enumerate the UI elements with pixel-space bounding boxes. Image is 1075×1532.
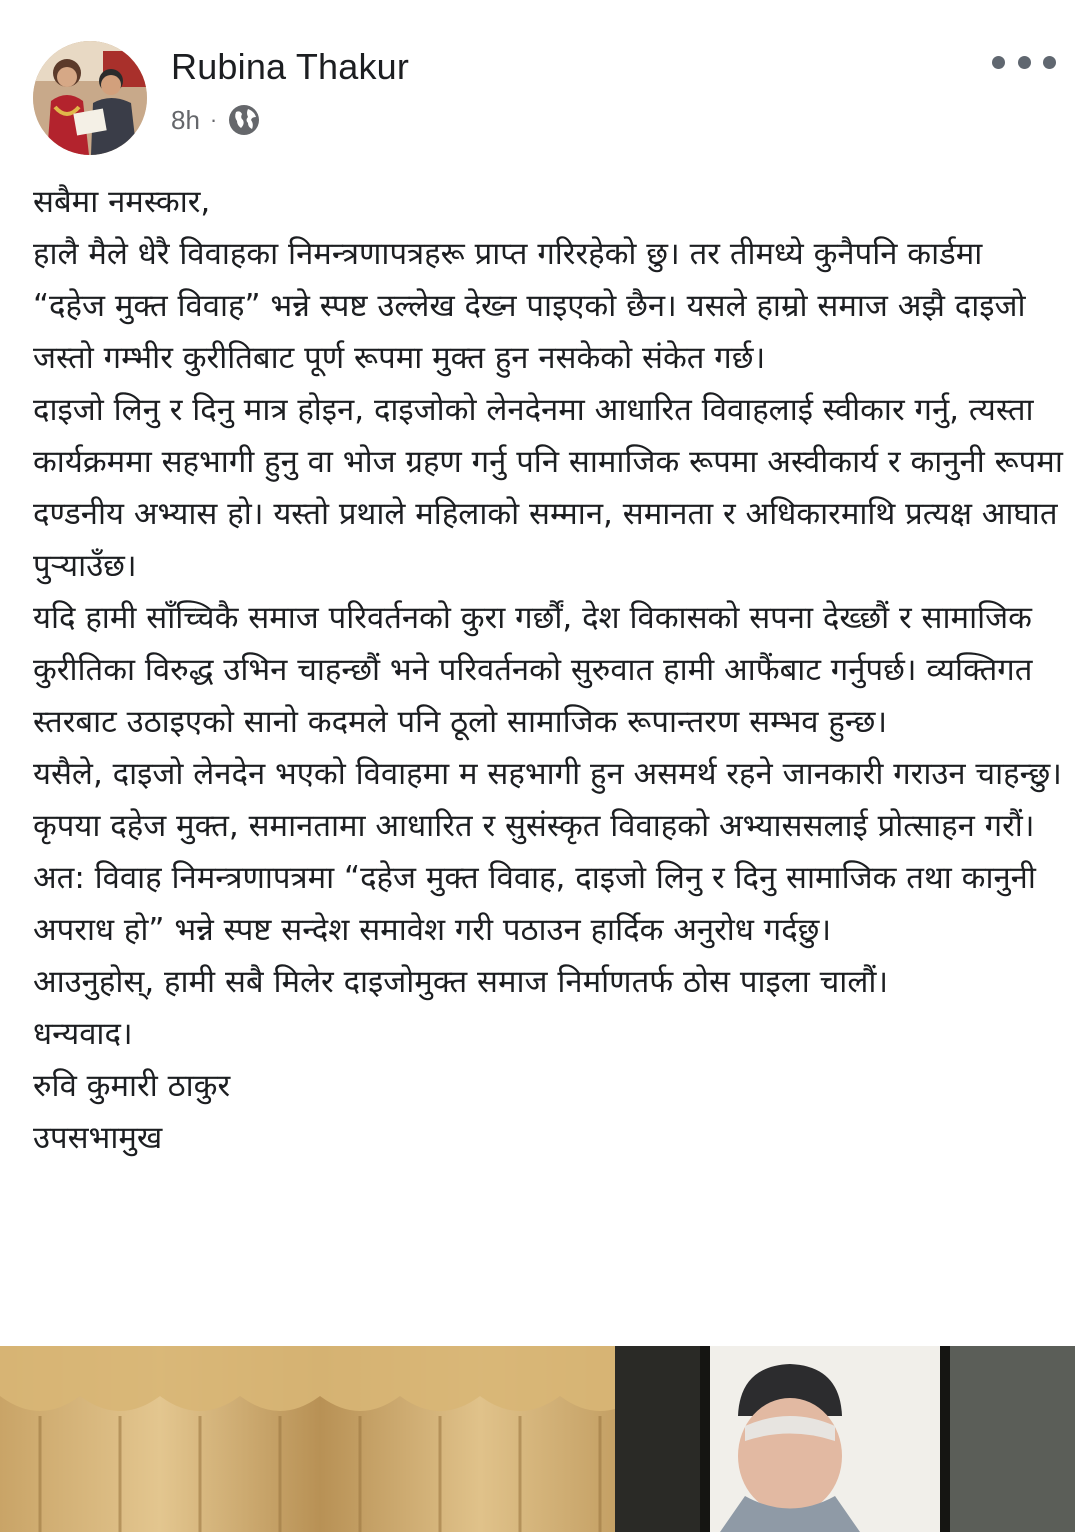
post-signature-title: उपसभामुख [33,1120,163,1156]
post-paragraph: सबैमा नमस्कार, [33,184,211,220]
post-paragraph: अत: विवाह निमन्त्रणापत्रमा “दहेज मुक्त विवाह, दाइजो लिनु र दिनु सामाजिक तथा कानुनी अपराध हो” भन्ने स्पष्ट सन्देश समावेश गरी पठाउन हार्दिक अनुरोध गर्दछु। [33,860,1036,948]
post-timestamp[interactable]: 8h [171,104,200,135]
author-avatar[interactable] [33,41,147,155]
post-paragraph: हालै मैले धेरै विवाहका निमन्त्रणापत्रहरू प्राप्त गरिरहेको छु। तर तीमध्ये कुनैपनि कार्डमा “दहेज मुक्त विवाह” भन्ने स्पष्ट उल्लेख देख्न पाइएको छैन। यसले हाम्रो समाज अझै दाइजो जस्तो गम्भीर कुरीतिबाट पूर्ण रूपमा मुक्त हुन नसकेको संकेत गर्छ। [33,236,1026,376]
meta-separator: · [209,107,218,132]
more-dot [992,56,1005,69]
post-signature-name: रुवि कुमारी ठाकुर [33,1068,231,1104]
author-name[interactable]: Rubina Thakur [171,46,410,87]
post-paragraph: यसैले, दाइजो लेनदेन भएको विवाहमा म सहभागी हुन असमर्थ रहने जानकारी गराउन चाहन्छु। कृपया दहेज मुक्त, समानतामा आधारित र सुसंस्कृत विवाहको अभ्याससलाई प्रोत्साहन गरौं। [33,756,1062,844]
post-text [33,176,1063,1164]
post-paragraph: धन्यवाद। [33,1016,133,1052]
more-dot [1018,56,1031,69]
post-paragraph: आउनुहोस्, हामी सबै मिलेर दाइजोमुक्त समाज निर्माणतर्फ ठोस पाइला चालौं। [33,964,889,1000]
post-paragraph: दाइजो लिनु र दिनु मात्र होइन, दाइजोको लेनदेनमा आधारित विवाहलाई स्वीकार गर्नु, त्यस्ता कार्यक्रममा सहभागी हुनु वा भोज ग्रहण गर्नु पनि सामाजिक रूपमा अस्वीकार्य र कानुनी रूपमा दण्डनीय अभ्यास हो। यस्तो प्रथाले महिलाको सम्मान, समानता र अधिकारमाथि प्रत्यक्ष आघात पुर्‍याउँछ। [33,392,1063,584]
post-paragraph: यदि हामी साँच्चिकै समाज परिवर्तनको कुरा गर्छौं, देश विकासको सपना देख्छौं र सामाजिक कुरीतिका विरुद्ध उभिन चाहन्छौं भने परिवर्तनको सुरुवात हामी आफैंबाट गर्नुपर्छ। व्यक्तिगत स्तरबाट उठाइएको सानो कदमले पनि ठूलो सामाजिक रूपान्तरण सम्भव हुन्छ। [33,600,1033,740]
post-photo[interactable] [0,1346,1075,1532]
more-dot [1043,56,1056,69]
more-options-icon[interactable] [992,48,1056,76]
post-header [0,0,1075,160]
globe-icon[interactable] [227,103,261,137]
post-meta [171,103,261,137]
